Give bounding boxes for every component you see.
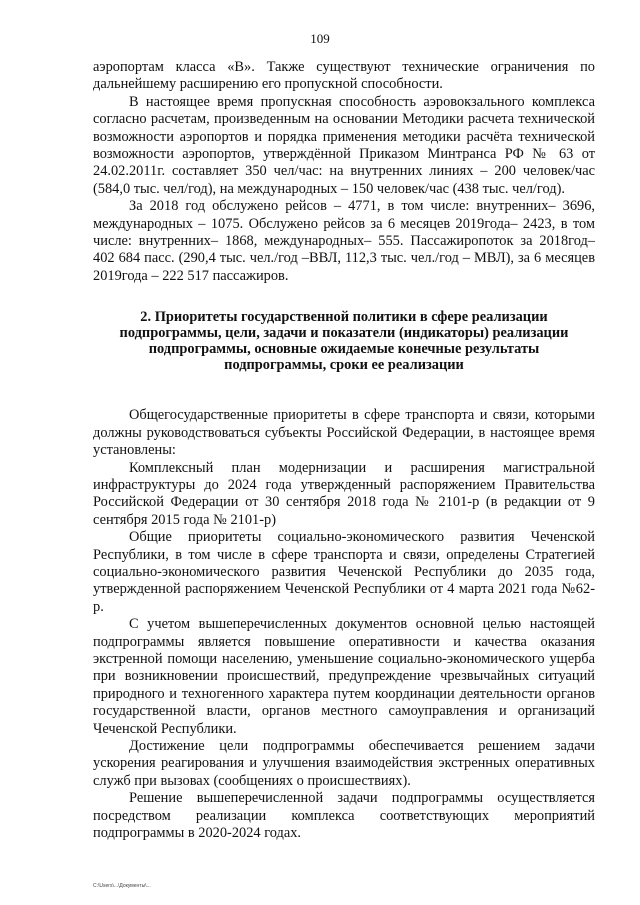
paragraph: Достижение цели подпрограммы обеспечивается решением задачи ускорения реагирования и улучшения взаимодействия экстренных оперативных служб при вызовах (сообщениях о происшествиях). bbox=[93, 738, 595, 789]
paragraph: Решение вышеперечисленной задачи подпрограммы осуществляется посредством реализации комплекса соответствующих мероприятий подпрограммы в 2020-2024 годах. bbox=[93, 790, 595, 842]
paragraph: В настоящее время пропускная способность аэровокзального комплекса согласно расчетам, произведенным на основании Методики расчета технической возможности аэропортов и порядка применения методики расчёта технической возможности аэропортов, утверждённой Приказом Минтранса РФ № 63 от 24.02.2011г. составляет 350 чел/час: на внутренних линиях – 200 человек/час (584,0 тыс. чел/год), на международных – 150 человек/час (438 тыс. чел/год). bbox=[93, 93, 595, 197]
paragraph: аэропортам класса «В». Также существуют технические ограничения по дальнейшему расширению его пропускной способности. bbox=[93, 59, 595, 93]
paragraphs-bottom bbox=[93, 407, 595, 842]
paragraph: За 2018 год обслужено рейсов – 4771, в том числе: внутренних– 3696, международных – 1075. Обслужено рейсов за 6 месяцев 2019года– 2423, в том числе: внутренних– 1868, международных– 555. Пассажиропоток за 2018год– 402 684 пасс. (290,4 тыс. чел./год –ВВЛ, 112,3 тыс. чел./год – МВЛ), за 6 месяцев 2019года – 222 517 пассажиров. bbox=[93, 198, 595, 284]
page-content bbox=[93, 59, 595, 842]
footer-file-path: С:\Users\...\Документы\... bbox=[93, 883, 151, 889]
paragraph: С учетом вышеперечисленных документов основной целью настоящей подпрограммы является повышение оперативности и качества оказания экстренной помощи населению, уменьшение социально-экономического ущерба при возникновении происшествий, предупреждение чрезвычайных ситуаций природного и техногенного характера путем координации деятельности органов государственной власти, органов местного самоуправления и организаций Чеченской Республики. bbox=[93, 616, 595, 737]
paragraph: Общегосударственные приоритеты в сфере транспорта и связи, которыми должны руководствоваться субъекты Российской Федерации, в настоящее время установлены: bbox=[93, 407, 595, 459]
section-heading: 2. Приоритеты государственной политики в сфере реализации подпрограммы, цели, задачи и показатели (индикаторы) реализации подпрограммы, основные ожидаемые конечные результаты подпрограммы, сроки ее реализации bbox=[119, 309, 569, 374]
paragraphs-top bbox=[93, 59, 595, 285]
paragraph: Комплексный план модернизации и расширения магистральной инфраструктуры до 2024 года утвержденный распоряжением Правительства Российской Федерации от 30 сентября 2018 года № 2101-р (в редакции от 9 сентября 2015 года № 2101-р) bbox=[93, 459, 595, 528]
page-number: 109 bbox=[310, 31, 330, 46]
paragraph: Общие приоритеты социально-экономического развития Чеченской Республики, в том числе в сфере транспорта и связи, определены Стратегией социально-экономического развития Чеченской Республики до 2035 года, утвержденной распоряжением Чеченской Республики от 4 марта 2021 года №62-р. bbox=[93, 529, 595, 615]
